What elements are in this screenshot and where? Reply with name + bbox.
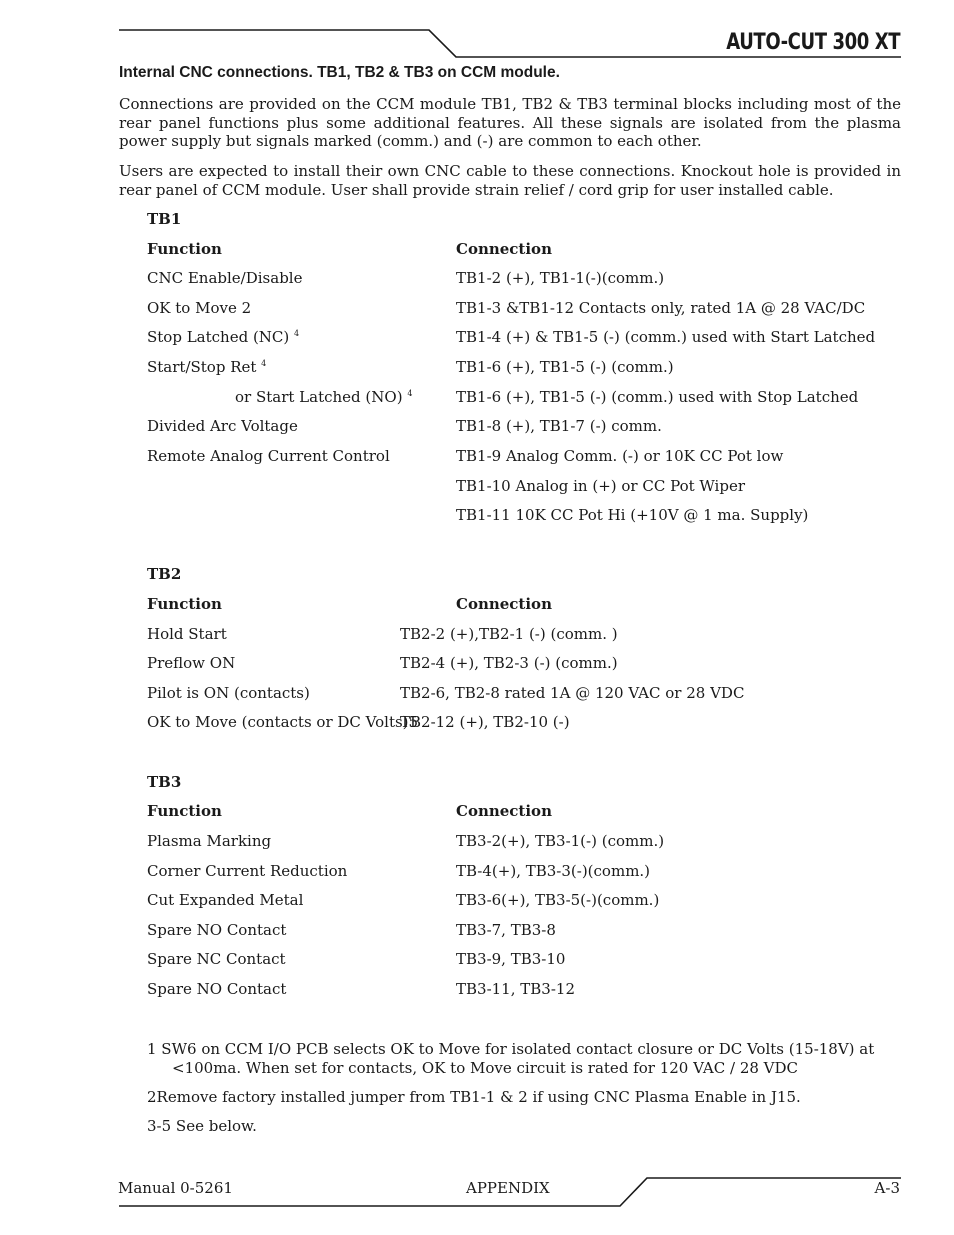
note-1 xyxy=(147,1040,901,1077)
tb3-connection-header: Connection xyxy=(456,802,552,820)
tb1-title: TB1 xyxy=(147,210,182,228)
footer-manual: Manual 0-5261 xyxy=(118,1179,233,1197)
tb2-connection-header: Connection xyxy=(456,595,552,613)
tb3-function-header: Function xyxy=(147,802,222,820)
tb2-connection: TB2-2 (+),TB2-1 (-) (comm. ) xyxy=(400,625,618,643)
section-heading: Internal CNC connections. TB1, TB2 & TB3 on CCM module. xyxy=(119,64,560,81)
tb1-function: Stop Latched (NC) $^4$ xyxy=(147,328,300,346)
tb1-function-header: Function xyxy=(147,240,222,258)
tb1-function: OK to Move 2 xyxy=(147,299,252,317)
tb2-function-header: Function xyxy=(147,595,222,613)
tb1-connection: TB1-8 (+), TB1-7 (-) comm. xyxy=(456,417,662,435)
tb3-function: Spare NO Contact xyxy=(147,921,287,939)
tb1-connection: TB1-6 (+), TB1-5 (-) (comm.) xyxy=(456,358,674,376)
footer-section: APPENDIX xyxy=(466,1179,550,1197)
tb1-function: Divided Arc Voltage xyxy=(147,417,298,435)
tb1-connection: TB1-4 (+) & TB1-5 (-) (comm.) used with Start Latched xyxy=(456,328,876,346)
tb3-connection: TB3-11, TB3-12 xyxy=(456,980,575,998)
tb2-connection: TB2-4 (+), TB2-3 (-) (comm.) xyxy=(400,654,618,672)
footnote-ref: 4 xyxy=(294,329,300,338)
footnote-ref: 4 xyxy=(407,389,413,398)
tb1-function: Start/Stop Ret $^4$ xyxy=(147,358,267,376)
tb2-function: Hold Start xyxy=(147,625,227,643)
tb1-connection: TB1-10 Analog in (+) or CC Pot Wiper xyxy=(456,477,745,495)
tb2-function: Pilot is ON (contacts) xyxy=(147,684,310,702)
tb2-title: TB2 xyxy=(147,565,182,583)
tb3-connection: TB3-6(+), TB3-5(-)(comm.) xyxy=(456,891,660,909)
tb3-function: Cut Expanded Metal xyxy=(147,891,304,909)
tb1-connection: TB1-3 &TB1-12 Contacts only, rated 1A @ 28 VAC/DC xyxy=(456,299,866,317)
tb2-connection: TB2-6, TB2-8 rated 1A @ 120 VAC or 28 VDC xyxy=(400,684,745,702)
tb1-function: CNC Enable/Disable xyxy=(147,269,303,287)
tb1-function: Remote Analog Current Control xyxy=(147,447,390,465)
note-1-text: 1 SW6 on CCM I/O PCB selects OK to Move for isolated contact closure or DC Volts (15-18V) at <100ma. When set for contacts, OK to Move circuit is rated for 120 VAC / 28 VDC xyxy=(147,1040,875,1077)
note-3: 3-5 See below. xyxy=(147,1117,257,1135)
tb3-title: TB3 xyxy=(147,773,182,791)
tb1-connection: TB1-9 Analog Comm. (-) or 10K CC Pot low xyxy=(456,447,784,465)
tb1-function: or Start Latched (NO) $^4$ xyxy=(235,388,413,406)
tb2-function: OK to Move (contacts or DC Volts)5 xyxy=(147,713,419,731)
tb3-connection: TB3-2(+), TB3-1(-) (comm.) xyxy=(456,832,665,850)
tb2-connection: TB2-12 (+), TB2-10 (-) xyxy=(400,713,570,731)
tb3-function: Spare NC Contact xyxy=(147,950,286,968)
tb3-connection: TB-4(+), TB3-3(-)(comm.) xyxy=(456,862,651,880)
brand-title: AUTO-CUT 300 XT xyxy=(725,30,900,55)
intro-paragraph: Connections are provided on the CCM module TB1, TB2 & TB3 terminal blocks including most of the rear panel functions plus some additional features. All these signals are isolated from the plasma power supply but signals marked (comm.) and (-) are common to each other. xyxy=(119,95,901,150)
tb1-connection: TB1-2 (+), TB1-1(-)(comm.) xyxy=(456,269,665,287)
tb3-function: Spare NO Contact xyxy=(147,980,287,998)
tb3-connection: TB3-7, TB3-8 xyxy=(456,921,556,939)
tb2-function: Preflow ON xyxy=(147,654,236,672)
tb1-connection: TB1-11 10K CC Pot Hi (+10V @ 1 ma. Supply) xyxy=(456,506,809,524)
note-2: 2Remove factory installed jumper from TB1-1 & 2 if using CNC Plasma Enable in J15. xyxy=(147,1088,801,1106)
tb1-connection-header: Connection xyxy=(456,240,552,258)
tb1-connection: TB1-6 (+), TB1-5 (-) (comm.) used with Stop Latched xyxy=(456,388,859,406)
cable-paragraph: Users are expected to install their own CNC cable to these connections. Knockout hole is provided in rear panel of CCM module. User shall provide strain relief / cord grip for user installed cable. xyxy=(119,162,901,199)
tb3-function: Corner Current Reduction xyxy=(147,862,348,880)
tb3-function: Plasma Marking xyxy=(147,832,272,850)
tb3-connection: TB3-9, TB3-10 xyxy=(456,950,566,968)
footer-page-number: A-3 xyxy=(874,1179,900,1197)
footnote-ref: 4 xyxy=(261,359,267,368)
